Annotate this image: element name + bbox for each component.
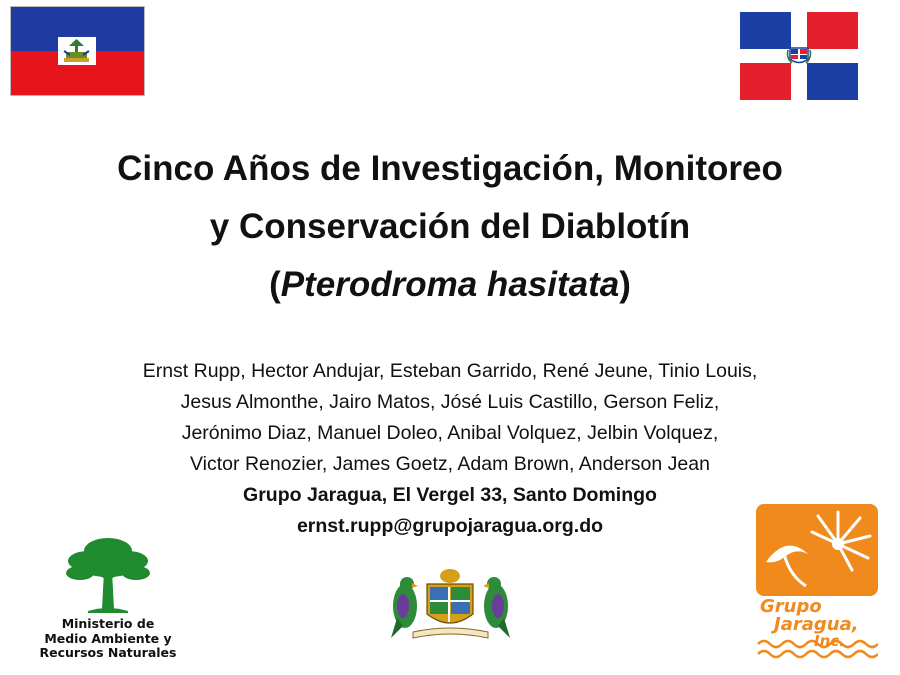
title-line-1: Cinco Años de Investigación, Monitoreo bbox=[117, 149, 783, 188]
haiti-flag-icon bbox=[10, 6, 145, 96]
ministerio-text bbox=[38, 617, 178, 661]
title-paren-open: ( bbox=[269, 265, 281, 304]
authors-block bbox=[40, 356, 860, 542]
authors-line-4: Victor Renozier, James Goetz, Adam Brown, Anderson Jean bbox=[190, 453, 710, 475]
jaragua-word-1: Grupo bbox=[760, 596, 822, 617]
authors-line-2: Jesus Almonthe, Jairo Matos, Jósé Luis Castillo, Gerson Feliz, bbox=[180, 391, 720, 413]
ministerio-line-2: Medio Ambiente y bbox=[44, 630, 172, 646]
title-line-2: y Conservación del Diablotín bbox=[209, 207, 691, 246]
dominican-republic-flag-icon bbox=[740, 12, 858, 100]
ministerio-line-1: Ministerio de bbox=[61, 616, 155, 631]
haiti-coat-of-arms-icon bbox=[58, 37, 96, 65]
title-line-3 bbox=[40, 256, 860, 314]
organization-address: Grupo Jaragua, El Vergel 33, Santo Domingo bbox=[243, 484, 657, 506]
grupo-jaragua-logo bbox=[756, 504, 878, 662]
title-paren-close: ) bbox=[619, 265, 631, 304]
jaragua-word-3: Inc. bbox=[814, 632, 845, 650]
species-name: Pterodroma hasitata bbox=[280, 265, 620, 304]
coat-of-arms-icon bbox=[383, 566, 518, 646]
dr-coat-of-arms-icon bbox=[786, 44, 812, 68]
slide-title bbox=[40, 140, 860, 314]
tree-icon bbox=[58, 535, 158, 615]
contact-email: ernst.rupp@grupojaragua.org.do bbox=[296, 515, 604, 537]
ministerio-logo bbox=[38, 535, 178, 670]
authors-line-1: Ernst Rupp, Hector Andujar, Esteban Garrido, René Jeune, Tinio Louis, bbox=[142, 360, 758, 382]
authors-line-3: Jerónimo Diaz, Manuel Doleo, Anibal Volquez, Jelbin Volquez, bbox=[181, 422, 719, 444]
ministerio-line-3: Recursos Naturales bbox=[39, 645, 177, 660]
jaragua-word-2: Jaragua, bbox=[774, 614, 859, 635]
